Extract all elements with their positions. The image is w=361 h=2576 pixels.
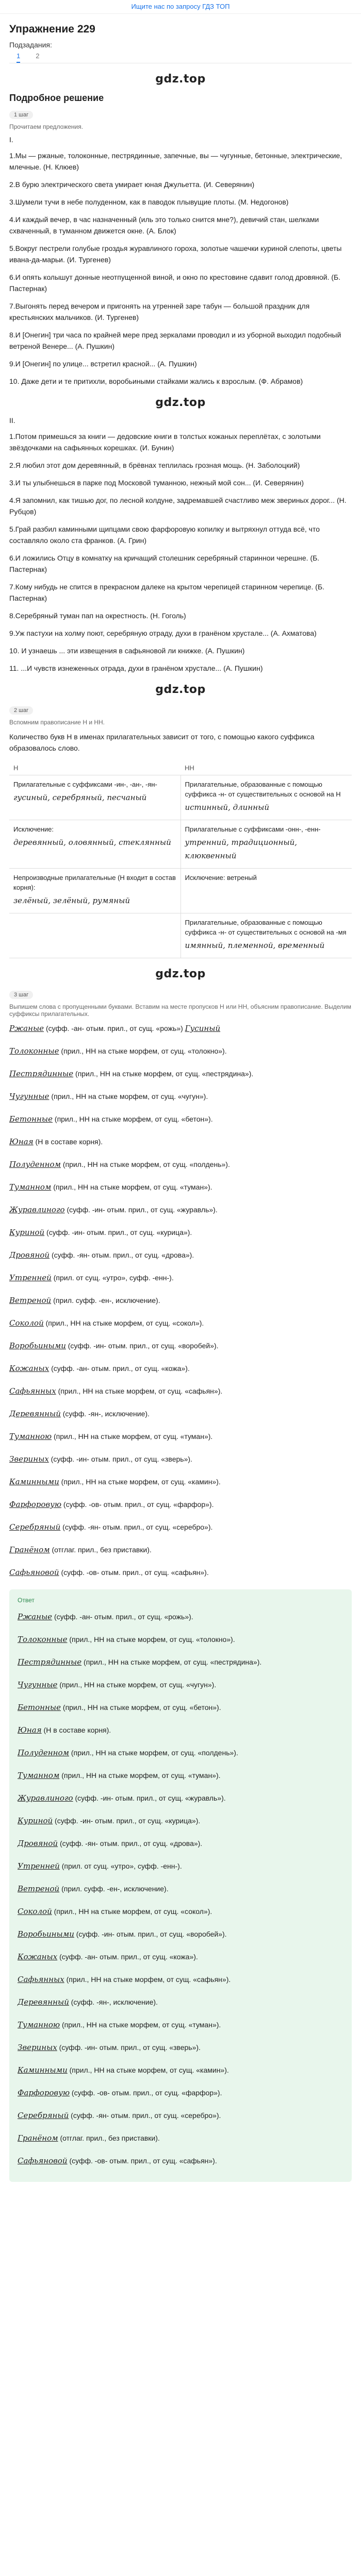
list-item <box>18 1770 343 1781</box>
handwritten-examples: зелёный, зелёный, румяный <box>13 896 130 905</box>
explanation-text: (Н в составе корня). <box>41 1726 111 1734</box>
watermark-block <box>9 968 352 980</box>
subtask-tab-1[interactable]: 1 <box>17 52 20 63</box>
highlighted-word: Юная <box>9 1137 34 1146</box>
highlighted-word: Ржаные <box>9 1024 44 1033</box>
sentence: 3.И ты улыбнешься в парке под Московой туманною, нежный мой сон... (И. Северянин) <box>9 479 304 487</box>
handwritten-examples: гусиный, серебряный, песчаный <box>13 793 147 802</box>
explanation-text: (суфф. -ин- отым. прил., от сущ. «воробей»). <box>65 1342 219 1350</box>
explanation-text: (суфф. -ов- отым. прил., от сущ. «сафьян»). <box>67 2157 217 2165</box>
highlighted-word: Туманном <box>18 1771 60 1780</box>
explanation-text: (суфф. -ин- отым. прил., от сущ. «воробей»). <box>74 1930 227 1938</box>
explanation-text: (прил., НН на стыке морфем, от сущ. «туман»). <box>52 1432 213 1440</box>
highlighted-word: Звериных <box>9 1454 49 1464</box>
list-item <box>18 1702 343 1713</box>
explanation-text: (Н в составе корня). <box>33 1138 103 1146</box>
highlighted-word: Деревянный <box>18 1997 69 2007</box>
subtasks-label: Подзадания: <box>9 41 52 49</box>
sentence: 10. Даже дети и те притихли, воробьиными стайками жались к взрослым. (Ф. Абрамов) <box>9 377 303 385</box>
highlighted-word: Фарфоровую <box>18 2088 70 2097</box>
explanation-text: (суфф. -ин- отым. прил., от сущ. «зверь»). <box>57 2043 201 2052</box>
highlighted-word: Сафьяновой <box>18 2156 68 2165</box>
watermark-block <box>9 683 352 696</box>
list-item <box>9 1113 352 1125</box>
sentence: 5.Вокруг пестрели голубые гроздья журавлиного гороха, золотые чашечки куриной слепоты, цветы ивана-да-марьи. (И. Тургенев) <box>9 244 342 264</box>
highlighted-word: Дровяной <box>9 1250 50 1260</box>
explanations-list <box>9 1023 352 1578</box>
highlighted-word: Ветреной <box>9 1296 52 1305</box>
list-item <box>18 2042 343 2053</box>
list-item <box>18 1974 343 1985</box>
explanation-text: (прил. суфф. -ен-, исключение). <box>51 1296 160 1304</box>
list-item <box>18 2019 343 2030</box>
list-item <box>18 1815 343 1826</box>
list-item <box>9 1499 352 1510</box>
list-item <box>18 1724 343 1736</box>
rule-text: Непроизводные прилагательные (Н входит в состав корня): <box>13 874 176 891</box>
table-row <box>9 820 352 869</box>
answer-box <box>9 1589 352 2182</box>
step-badge: 3 шаг <box>9 991 33 999</box>
explanation-text: (суфф. -ов- отым. прил., от сущ. «фарфор»). <box>61 1500 214 1509</box>
highlighted-word: Каминными <box>9 1477 59 1486</box>
highlighted-word: Сафьяновой <box>9 1568 59 1577</box>
explanation-text: (отглаг. прил., без приставки). <box>50 1546 152 1554</box>
sentence: 11. ...И чувств изнеженных отрада, духи в гранёном хрустале... (А. Пушкин) <box>9 664 263 672</box>
highlighted-word: Чугунные <box>9 1092 50 1101</box>
highlighted-word: Соколой <box>18 1907 52 1916</box>
sentence: 5.Грай разбил каминными щипцами свою фарфоровую копилку и вытряхнул оттуда всё, что составляло около ста франков. (А. Грин) <box>9 525 320 545</box>
explanation-text: (суфф. -ов- отым. прил., от сущ. «сафьян»). <box>59 1568 209 1577</box>
explanation-text: (прил., НН на стыке морфем, от сущ. «сокол»). <box>52 1907 212 1916</box>
explanation-text: (прил., НН на стыке морфем, от сущ. «туман»). <box>59 1771 221 1780</box>
watermark: gdz.top <box>155 683 206 696</box>
explanation-text: (прил. от сущ. «утро», суфф. -енн-). <box>51 1274 174 1282</box>
explanation-text: (прил., НН на стыке морфем, от сущ. «чугун»). <box>57 1681 217 1689</box>
list-item <box>9 1204 352 1215</box>
explanation-text: (суфф. -ан- отым. прил., от сущ. «рожь») <box>44 1024 185 1032</box>
sentence: 6.И опять колышут донные неотпущенной виной, и окно по крестовине сдавит голод дровяной. (Б. Пастернак) <box>9 273 341 293</box>
handwritten-examples: деревянный, оловянный, стеклянный <box>13 838 171 847</box>
explanation-text: (прил., НН на стыке морфем, от сущ. «камин»). <box>67 2066 229 2074</box>
explanation-text: (прил. суфф. -ен-, исключение). <box>59 1885 169 1893</box>
list-item <box>9 1068 352 1079</box>
sentence: 10. И узнаешь ... эти извещения в сафьяновой ли книжке. (А. Пушкин) <box>9 647 245 655</box>
list-item <box>18 1634 343 1645</box>
explanation-text: (прил., НН на стыке морфем, от сущ. «сафьян»). <box>64 1975 231 1984</box>
sentences-list-2 <box>9 431 352 674</box>
list-item <box>9 1385 352 1397</box>
list-item <box>9 1476 352 1487</box>
list-item <box>9 1181 352 1193</box>
highlighted-word: Пестрядинные <box>18 1657 82 1667</box>
highlighted-word: Полуденном <box>18 1748 69 1757</box>
table-header-nn: НН <box>180 761 352 775</box>
sentence: 3.Шумели тучи в небе полуденном, как в паводок плывущие плоты. (М. Недогонов) <box>9 198 289 206</box>
highlighted-word: Куриной <box>18 1816 53 1825</box>
sentence: 7.Выгонять перед вечером и пригонять на утренней заре табун — большой праздник для крестьянских мальчиков. (И. Тургенев) <box>9 302 310 321</box>
highlighted-word: Кожаных <box>9 1364 50 1373</box>
explanation-text: (прил., НН на стыке морфем, от сущ. «сокол»). <box>43 1319 204 1327</box>
highlighted-word: Гранёном <box>9 1545 50 1554</box>
list-item <box>18 1656 343 1668</box>
explanation-text: (прил., НН на стыке морфем, от сущ. «камин»). <box>59 1478 221 1486</box>
highlighted-word: Кожаных <box>18 1952 58 1961</box>
list-item <box>18 1679 343 1690</box>
sentence: 1.Мы — ржаные, толоконные, пестрядинные, запечные, вы — чугунные, бетонные, электрические, млечные. (Н. Клюев) <box>9 151 342 171</box>
explanation-text: (суфф. -ян- отым. прил., от сущ. «дрова»). <box>50 1251 194 1259</box>
explanation-text: (прил., НН на стыке морфем, от сущ. «толокно»). <box>59 1047 227 1055</box>
rule-text: Исключение: <box>13 825 54 833</box>
highlighted-word: Деревянный <box>9 1409 61 1418</box>
explanation-text: (суфф. -ин- отым. прил., от сущ. «журавль»). <box>73 1794 226 1802</box>
explanation-text: (прил., НН на стыке морфем, от сущ. «толокно»). <box>67 1635 235 1643</box>
explanation-text: (суфф. -ин- отым. прил., от сущ. «журавль»). <box>64 1206 218 1214</box>
list-item <box>18 1883 343 1894</box>
highlighted-word: Журавлиного <box>9 1205 65 1214</box>
table-cell-nn <box>180 775 352 820</box>
highlighted-word: Толоконные <box>18 1635 68 1644</box>
top-banner-link[interactable]: Ищите нас по запросу ГДЗ ТОП <box>131 3 230 10</box>
explanation-text: (суфф. -ов- отым. прил., от сущ. «фарфор»). <box>70 2089 222 2097</box>
sentence: 4.Я запомнил, как тишью дог, по лесной колдуне, задремавшей счастливо меж звериных дорог... (Н. Рубцов) <box>9 496 347 516</box>
highlighted-word: Ветреной <box>18 1884 60 1893</box>
rule-text: Прилагательные с суффиксами -онн-, -енн- <box>185 825 321 833</box>
list-item <box>9 1567 352 1578</box>
step-note: Вспомним правописание Н и НН. <box>9 719 105 726</box>
highlighted-word: Утренней <box>9 1273 52 1282</box>
highlighted-word: Воробьиными <box>9 1341 66 1350</box>
list-item <box>18 1611 343 1622</box>
rules-table <box>9 761 352 958</box>
highlighted-word: Каминными <box>18 2065 68 2075</box>
table-cell-n <box>9 820 180 869</box>
table-cell-nn <box>180 913 352 958</box>
explanation-text: (суфф. -ин- отым. прил., от сущ. «курица»). <box>44 1228 192 1236</box>
explanation-text: (прил., НН на стыке морфем, от сущ. «бетон»). <box>61 1703 221 1711</box>
sentence: 2.Я любил этот дом деревянный, в брёвнах теплилась грозная мощь. (Н. Заболоцкий) <box>9 461 300 469</box>
watermark-block <box>9 396 352 409</box>
handwritten-examples: имянный, племенной, временный <box>185 941 325 950</box>
list-item <box>18 2132 343 2144</box>
list-item <box>9 1045 352 1057</box>
solution-heading: Подробное решение <box>9 93 104 103</box>
list-item <box>9 1249 352 1261</box>
table-row <box>9 869 352 913</box>
step-badge: 1 шаг <box>9 111 33 119</box>
step-note: Прочитаем предложения. <box>9 123 84 130</box>
list-item <box>9 1272 352 1283</box>
highlighted-word: Гранёном <box>18 2133 58 2143</box>
explanation-text: (суфф. -ан- отым. прил., от сущ. «рожь»). <box>52 1613 193 1621</box>
list-item <box>9 1544 352 1555</box>
highlighted-word: Толоконные <box>9 1046 59 1056</box>
highlighted-word: Куриной <box>9 1228 45 1237</box>
list-item <box>9 1521 352 1533</box>
explanation-text: (прил., НН на стыке морфем, от сущ. «сафьян»). <box>56 1387 223 1395</box>
explanation-text: (прил., НН на стыке морфем, от сущ. «чугун»). <box>49 1092 208 1100</box>
explanation-text: (прил., НН на стыке морфем, от сущ. «пестрядина»). <box>81 1658 262 1666</box>
explanation-text: (суфф. -ян- отым. прил., от сущ. «серебро»). <box>69 2111 221 2120</box>
highlighted-word: Ржаные <box>18 1612 53 1621</box>
highlighted-word: Сафьянных <box>18 1975 64 1984</box>
answer-label: Ответ <box>18 1597 35 1604</box>
sentence: 8.И [Онегин] три часа по крайней мере пред зеркалами проводил и из уборной выходил подобный ветреной Венере... (А. Пушкин) <box>9 331 341 350</box>
explanation-text: (прил., НН на стыке морфем, от сущ. «бетон»). <box>53 1115 213 1123</box>
highlighted-word: Фарфоровую <box>9 1500 62 1509</box>
explanation-text: (суфф. -ян- отым. прил., от сущ. «серебро»). <box>60 1523 213 1531</box>
explanation-text: (прил., НН на стыке морфем, от сущ. «туман»). <box>60 2021 221 2029</box>
subtask-tab-2[interactable]: 2 <box>36 52 40 60</box>
list-item <box>9 1159 352 1170</box>
highlighted-word: Воробьиными <box>18 1929 74 1939</box>
sentence: 6.И ложились Отцу в комнатку на кричащий столешник серебряный стариннои черешне. (Б. Пастернак) <box>9 554 320 573</box>
rule-text: Прилагательные с суффиксами -ин-, -ан-, -ян- <box>13 781 157 788</box>
list-item <box>18 2110 343 2121</box>
highlighted-word: Звериных <box>18 2043 57 2052</box>
list-item <box>18 1928 343 1940</box>
highlighted-word: Соколой <box>9 1318 44 1328</box>
list-item <box>18 1747 343 1758</box>
list-item <box>18 2155 343 2166</box>
sentence: 7.Кому нибудь не спится в прекрасном далеке на крытом черепицей старинном черепице. (Б. Пастернак) <box>9 583 325 602</box>
list-item <box>18 1951 343 1962</box>
list-item <box>9 1023 352 1034</box>
rule-text: Исключение: ветреный <box>185 874 257 882</box>
step-badge: 2 шаг <box>9 706 33 715</box>
watermark: gdz.top <box>155 73 206 86</box>
answer-list <box>18 1611 343 2166</box>
watermark: gdz.top <box>155 396 206 409</box>
highlighted-word: Бетонные <box>18 1703 61 1712</box>
highlighted-word: Полуденном <box>9 1160 61 1169</box>
rule-text: Прилагательные, образованные с помощью суффикса -н- от существительных с основой на -мя <box>185 919 347 936</box>
list-item <box>18 1838 343 1849</box>
explanation-text: (суфф. -ян-, исключение). <box>60 1410 150 1418</box>
list-item <box>18 1860 343 1872</box>
list-item <box>9 1340 352 1351</box>
watermark-block <box>9 73 352 86</box>
table-cell-n <box>9 913 180 958</box>
list-item <box>9 1408 352 1419</box>
highlighted-word: Серебряный <box>18 2111 69 2120</box>
highlighted-word: Чугунные <box>18 1680 58 1689</box>
table-row <box>9 913 352 958</box>
section-number: II. <box>9 416 15 425</box>
sentence: 4.И каждый вечер, в час назначенный (иль это только снится мне?), девичий стан, шелками схваченный, в туманном движется окне. (А. Блок) <box>9 215 319 235</box>
step-note: Выпишем слова с пропущенными буквами. Вставим на месте пропусков Н или НН, объясним правописание. Выделим суффиксы прилагательных. <box>9 1003 351 1018</box>
table-cell-n <box>9 775 180 820</box>
highlighted-word: Серебряный <box>9 1522 61 1532</box>
list-item <box>9 1091 352 1102</box>
sentence: 1.Потом примешься за книги — дедовские книги в толстых кожаных переплётах, с золотыми звёздочками на сафьянных корешках. (И. Бунин) <box>9 432 321 452</box>
highlighted-word: Туманном <box>9 1182 52 1192</box>
handwritten-examples: утренний, традиционный, клюквенный <box>185 838 298 860</box>
explanation-text: (прил., НН на стыке морфем, от сущ. «полдень»). <box>60 1160 230 1168</box>
list-item <box>9 1317 352 1329</box>
watermark: gdz.top <box>155 968 206 980</box>
explanation-text: (суфф. -ан- отым. прил., от сущ. «кожа»). <box>57 1953 198 1961</box>
list-item <box>9 1363 352 1374</box>
list-item <box>18 1906 343 1917</box>
highlighted-word: Сафьянных <box>9 1386 56 1396</box>
explanation-text: (отглаг. прил., без приставки). <box>58 2134 160 2142</box>
sentence: 2.В бурю электрического света умирает юная Джульетта. (И. Северянин) <box>9 180 255 189</box>
table-header-n: Н <box>9 761 180 775</box>
list-item <box>9 1136 352 1147</box>
explanation-text: (прил., НН на стыке морфем, от сущ. «туман»). <box>51 1183 212 1191</box>
section-number: I. <box>9 135 13 144</box>
highlighted-word: Гусиный <box>185 1024 221 1033</box>
highlighted-word: Утренней <box>18 1861 60 1871</box>
rule-text: Прилагательные, образованные с помощью суффикса -н- от существительных с основой на Н <box>185 781 341 798</box>
sentence: 9.Уж пастухи на холму поют, серебряную отраду, духи в гранёном хрустале... (А. Ахматова) <box>9 629 317 637</box>
highlighted-word: Пестрядинные <box>9 1069 74 1078</box>
page-title: Упражнение 229 <box>9 23 95 35</box>
explanation-text: (суфф. -ян-, исключение). <box>69 1998 158 2006</box>
subtasks-nav <box>9 52 352 63</box>
highlighted-word: Дровяной <box>18 1839 58 1848</box>
explanation-text: (суфф. -ан- отым. прил., от сущ. «кожа»). <box>49 1364 190 1372</box>
highlighted-word: Туманною <box>9 1432 52 1441</box>
highlighted-word: Бетонные <box>9 1114 53 1124</box>
list-item <box>9 1295 352 1306</box>
explanation-text: (прил., НН на стыке морфем, от сущ. «полдень»). <box>69 1749 238 1757</box>
table-cell-nn <box>180 869 352 913</box>
list-item <box>9 1227 352 1238</box>
table-row <box>9 775 352 820</box>
handwritten-examples: истинный, длинный <box>185 803 269 812</box>
sentence: 9.И [Онегин] по улице... встретил красной... (А. Пушкин) <box>9 360 197 368</box>
list-item <box>18 1996 343 2008</box>
highlighted-word: Туманною <box>18 2020 60 2029</box>
list-item <box>18 1792 343 1804</box>
explanation-text: (суфф. -ян- отым. прил., от сущ. «дрова»). <box>58 1839 203 1848</box>
rule-intro: Количество букв Н в именах прилагательных зависит от того, с помощью какого суффикса образовалось слово. <box>9 733 315 752</box>
table-cell-nn <box>180 820 352 869</box>
highlighted-word: Юная <box>18 1725 42 1735</box>
list-item <box>18 2087 343 2098</box>
explanation-text: (прил. от сущ. «утро», суфф. -енн-). <box>59 1862 182 1870</box>
explanation-text: (суфф. -ин- отым. прил., от сущ. «курица»). <box>53 1817 201 1825</box>
sentences-list-1 <box>9 150 352 387</box>
page-content <box>0 23 361 2182</box>
list-item <box>9 1431 352 1442</box>
highlighted-word: Журавлиного <box>18 1793 73 1803</box>
sentence: 8.Серебряный туман пап на окрестность. (Н. Гоголь) <box>9 612 186 620</box>
top-banner <box>0 0 361 14</box>
table-cell-n <box>9 869 180 913</box>
explanation-text: (прил., НН на стыке морфем, от сущ. «пестрядина»). <box>73 1070 254 1078</box>
list-item <box>9 1453 352 1465</box>
explanation-text: (суфф. -ин- отым. прил., от сущ. «зверь»). <box>48 1455 192 1463</box>
list-item <box>18 2064 343 2076</box>
